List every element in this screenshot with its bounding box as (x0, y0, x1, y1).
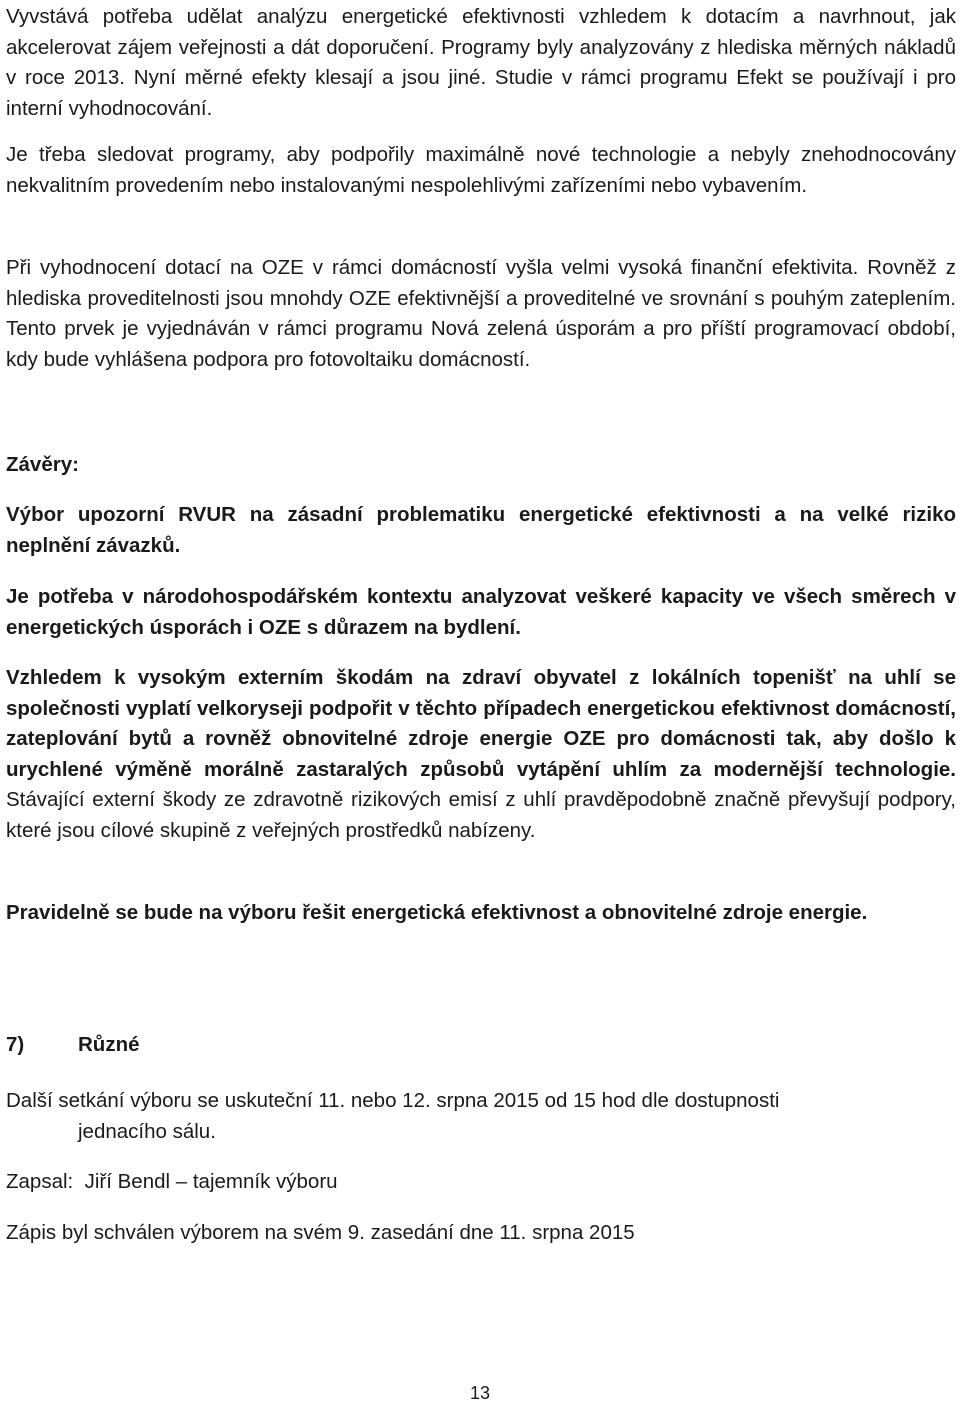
paragraph-oze-evaluation: Při vyhodnocení dotací na OZE v rámci domácností vyšla velmi vysoká finanční efektivita. Rovněž z hlediska proveditelnosti jsou mnohdy OZE efektivnější a proveditelné ve srovnání s pouhým zateplením. Tento prvek je vyjednáván v rámci programu Nová zelená úsporám a pro příští programovací období, kdy bude vyhlášena podpora pro fotovoltaiku domácností. (6, 256, 956, 371)
next-meeting-line-2: jednacího sálu. (78, 1119, 216, 1143)
conclusion-external-damage-normal: Stávající externí škody ze zdravotně rizikových emisí z uhlí pravděpodobně značně převyšují podpory, které jsou cílové skupině z veřejných prostředků nabízeny. (6, 788, 956, 842)
next-meeting (6, 1086, 956, 1147)
conclusions-heading: Závěry: (6, 453, 79, 476)
recorded-by: Zapsal: Jiří Bendl – tajemník výboru (6, 1170, 338, 1193)
section-7-number: 7) (6, 1033, 25, 1056)
conclusion-external-damage-bold: Vzhledem k vysokým externím škodám na zdraví obyvatel z lokálních topenišť na uhlí se společnosti vyplatí velkoryseji podpořit v těchto případech energetickou efektivnost domácností, zateplování bytů a rovněž obnovitelné zdroje energie OZE pro domácnosti tak, aby došlo k urychlené výměně morálně zastaralých způsobů vytápění uhlím za modernější technologie. (6, 666, 956, 781)
minutes-approval: Zápis byl schválen výborem na svém 9. zasedání dne 11. srpna 2015 (6, 1221, 635, 1244)
conclusion-external-damage (6, 663, 956, 846)
section-7-heading (6, 1033, 956, 1057)
section-7-title: Různé (78, 1033, 140, 1056)
conclusion-regular-discussion: Pravidelně se bude na výboru řešit energetická efektivnost a obnovitelné zdroje energie. (6, 901, 868, 924)
conclusion-capacity-analysis: Je potřeba v národohospodářském kontextu analyzovat veškeré kapacity ve všech směrech v energetických úsporách i OZE s důrazem na bydlení. (6, 585, 956, 639)
page-number: 13 (469, 1383, 491, 1403)
next-meeting-line-1: Další setkání výboru se uskuteční 11. nebo 12. srpna 2015 od 15 hod dle dostupnosti (6, 1089, 780, 1112)
paragraph-analysis: Vyvstává potřeba udělat analýzu energetické efektivnosti vzhledem k dotacím a navrhnout, jak akcelerovat zájem veřejnosti a dát doporučení. Programy byly analyzovány z hlediska měrných nákladů v roce 2013. Nyní měrné efekty klesají a jsou jiné. Studie v rámci programu Efekt se používají i pro interní vyhodnocování. (6, 5, 956, 120)
conclusion-rvur: Výbor upozorní RVUR na zásadní problematiku energetické efektivnosti a na velké riziko neplnění závazků. (6, 503, 956, 557)
paragraph-monitoring: Je třeba sledovat programy, aby podpořily maximálně nové technologie a nebyly znehodnocovány nekvalitním provedením nebo instalovanými nespolehlivými zařízeními nebo vybavením. (6, 143, 956, 197)
